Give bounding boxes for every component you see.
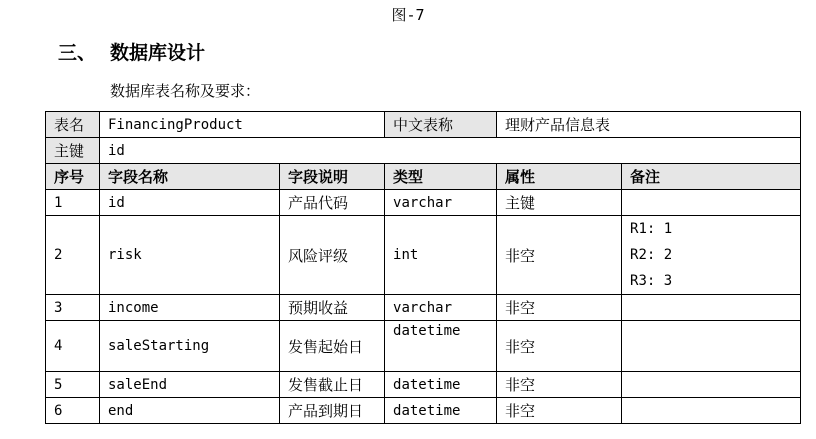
- row-remark: [622, 372, 801, 398]
- row-type: datetime: [385, 321, 497, 372]
- row-remark: [622, 321, 801, 372]
- row-no: 4: [46, 321, 100, 372]
- figure-caption: 图-7: [391, 6, 425, 24]
- header-desc: 字段说明: [280, 164, 385, 190]
- row-desc: 产品到期日: [280, 398, 385, 424]
- table-name-label: 表名: [46, 112, 100, 138]
- section-number: 三、: [58, 42, 97, 64]
- row-type: int: [385, 216, 497, 295]
- header-no: 序号: [46, 164, 100, 190]
- row-no: 2: [46, 216, 100, 295]
- row-field: saleEnd: [100, 372, 280, 398]
- header-field: 字段名称: [100, 164, 280, 190]
- row-remark: [622, 216, 801, 295]
- section-heading: [58, 38, 205, 65]
- table-row: [46, 190, 801, 216]
- row-attr: 非空: [497, 398, 622, 424]
- column-header-row: [46, 164, 801, 190]
- row-attr: 非空: [497, 321, 622, 372]
- table-row: [46, 398, 801, 424]
- row-attr: 非空: [497, 216, 622, 295]
- row-field: income: [100, 295, 280, 321]
- header-remark: 备注: [622, 164, 801, 190]
- row-desc: 发售截止日: [280, 372, 385, 398]
- row-remark: [622, 190, 801, 216]
- row-attr: 非空: [497, 372, 622, 398]
- table-name-value: FinancingProduct: [100, 112, 385, 138]
- row-field: risk: [100, 216, 280, 295]
- table-row: [46, 216, 801, 295]
- row-type: varchar: [385, 295, 497, 321]
- primary-key-row: [46, 138, 801, 164]
- primary-key-label: 主键: [46, 138, 100, 164]
- remark-line: R2: 2: [630, 247, 673, 263]
- header-type: 类型: [385, 164, 497, 190]
- row-attr: 主键: [497, 190, 622, 216]
- row-no: 5: [46, 372, 100, 398]
- remark-line: R1: 1: [630, 221, 673, 237]
- header-attr: 属性: [497, 164, 622, 190]
- primary-key-value: id: [100, 138, 801, 164]
- row-desc: 发售起始日: [280, 321, 385, 372]
- table-row: [46, 372, 801, 398]
- row-field: id: [100, 190, 280, 216]
- remark-line: R3: 3: [630, 273, 673, 289]
- row-no: 6: [46, 398, 100, 424]
- row-type: datetime: [385, 372, 497, 398]
- table-row: [46, 295, 801, 321]
- row-desc: 风险评级: [280, 216, 385, 295]
- row-desc: 产品代码: [280, 190, 385, 216]
- table-row: [46, 321, 801, 372]
- row-type: varchar: [385, 190, 497, 216]
- row-attr: 非空: [497, 295, 622, 321]
- chinese-name-value: 理财产品信息表: [497, 112, 801, 138]
- row-remark: [622, 295, 801, 321]
- table-name-row: [46, 112, 801, 138]
- row-field: end: [100, 398, 280, 424]
- row-type: datetime: [385, 398, 497, 424]
- section-title: 数据库设计: [110, 42, 206, 64]
- row-remark: [622, 398, 801, 424]
- table-intro: 数据库表名称及要求：: [110, 82, 261, 100]
- row-no: 1: [46, 190, 100, 216]
- row-no: 3: [46, 295, 100, 321]
- row-field: saleStarting: [100, 321, 280, 372]
- chinese-name-label: 中文表称: [385, 112, 497, 138]
- schema-table: [45, 111, 801, 424]
- row-desc: 预期收益: [280, 295, 385, 321]
